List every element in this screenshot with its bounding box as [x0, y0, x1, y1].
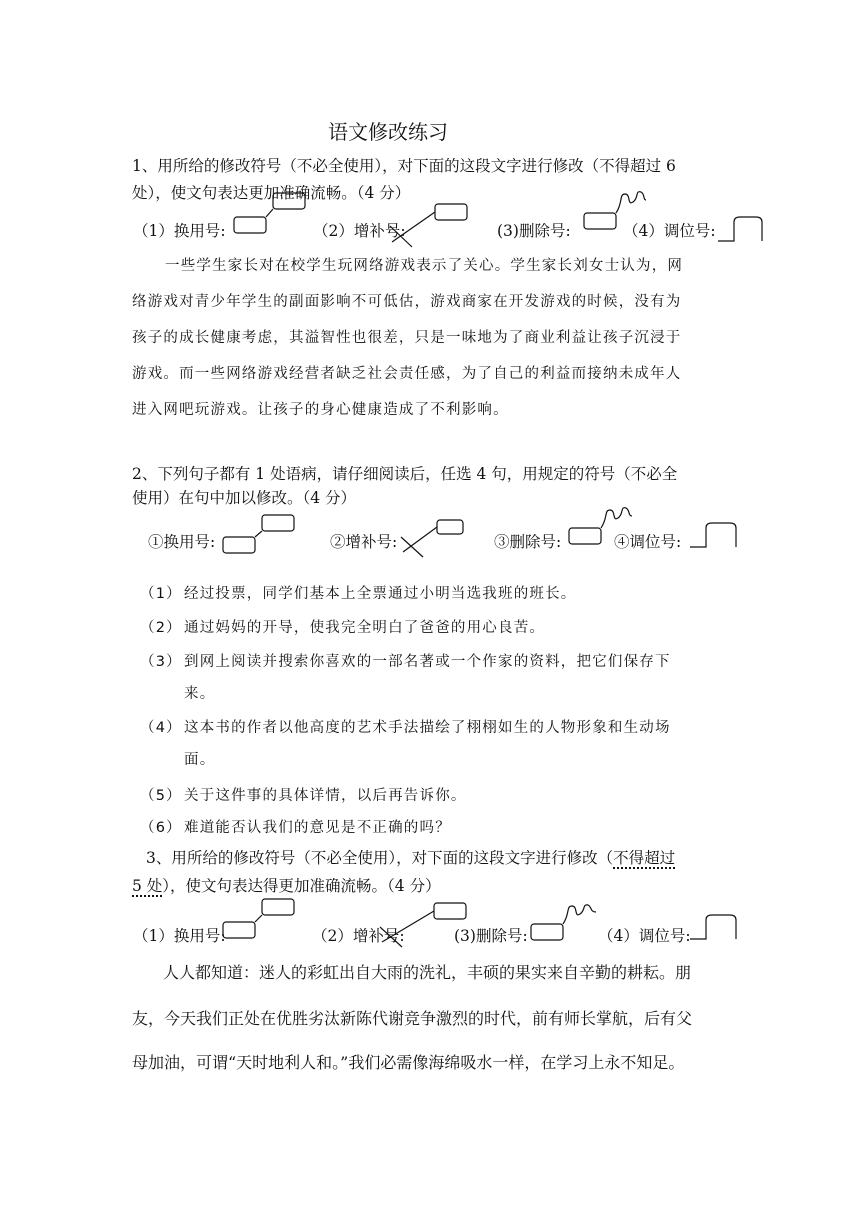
q2-item-text-cont: 来。 [184, 686, 216, 702]
q2-item-number: （2） [140, 620, 182, 636]
q3-passage-line: 母加油，可谓“天时地利人和。”我们必需像海绵吸水一样，在学习上永不知足。 [132, 1053, 685, 1072]
q1-prompt-line2: 处），使文句表达更加准确流畅。（4 分） [132, 184, 411, 202]
replace-mark-icon [222, 898, 302, 946]
q2-prompt-line1: 2、下列句子都有 1 处语病，请仔细阅读后，任选 4 句，用规定的符号（不必全 [132, 465, 678, 483]
q1-passage-line: 一些学生家长对在校学生玩网络游戏表示了关心。学生家长刘女士认为，网 [165, 258, 684, 274]
q2-item-number: （4） [140, 720, 182, 736]
q2-symbol-insert-label: ②增补号: [330, 533, 398, 551]
page-title: 语文修改练习 [328, 120, 448, 144]
q3-passage-line: 人人都知道：迷人的彩虹出自大雨的洗礼，丰硕的果实来自辛勤的耕耘。朋 [163, 963, 692, 982]
q2-prompt-line2: 使用）在句中加以修改。（4 分） [132, 489, 357, 507]
q3-prompt-line1 [146, 846, 675, 868]
insert-mark-icon [390, 202, 470, 252]
q1-symbol-insert-label: （2）增补号: [313, 222, 406, 240]
q2-symbol-transpose-label: ④调位号: [614, 533, 682, 551]
delete-mark-icon [530, 904, 602, 948]
q2-item-number: （3） [140, 654, 182, 670]
q3-symbol-insert-label: （2）增补号: [312, 927, 405, 945]
q1-passage-line: 孩子的成长健康考虑，其溢智性也很差，只是一味地为了商业利益让孩子沉浸于 [132, 330, 682, 346]
q1-symbol-delete-label: (3)删除号: [497, 222, 571, 240]
q3-prompt-line2-text: ），使文句表达得更加准确流畅。（4 分） [162, 877, 441, 895]
q1-passage-line: 游戏。而一些网络游戏经营者缺乏社会责任感，为了自己的利益而接纳未成年人 [132, 366, 682, 382]
q3-symbol-transpose-label: （4）调位号: [598, 927, 691, 945]
transpose-mark-icon [688, 914, 742, 942]
transpose-mark-icon [716, 216, 768, 244]
q1-symbol-replace-label: （1）换用号: [133, 222, 226, 240]
replace-mark-icon [233, 192, 313, 242]
q1-passage-line: 络游戏对青少年学生的副面影响不可低估，游戏商家在开发游戏的时候，没有为 [132, 294, 682, 310]
q3-prompt-emphasis: 5 处 [132, 877, 163, 895]
q2-item-number: （1） [140, 586, 182, 602]
q2-symbol-delete-label: ③删除号: [494, 533, 562, 551]
q2-item-text: 到网上阅读并搜索你喜欢的一部名著或一个作家的资料，把它们保存下 [184, 654, 671, 670]
q3-prompt-line2 [132, 874, 441, 896]
q1-passage-line: 进入网吧玩游戏。让孩子的身心健康造成了不利影响。 [132, 402, 509, 418]
q1-prompt-line1: 1、用所给的修改符号（不必全使用），对下面的这段文字进行修改（不得超过 6 [132, 157, 676, 175]
q3-passage-line: 友，今天我们正处在优胜劣汰新陈代谢竞争激烈的时代，前有师长掌航，后有父 [132, 1009, 693, 1028]
q2-symbol-replace-label: ①换用号: [148, 533, 216, 551]
q2-item-text-cont: 面。 [184, 752, 216, 768]
q3-symbol-replace-label: （1）换用号: [133, 927, 226, 945]
insert-mark-icon [401, 519, 471, 559]
q2-item-number: （5） [140, 788, 182, 804]
q2-item-number: （6） [140, 820, 182, 836]
q3-symbol-delete-label: (3)删除号: [454, 927, 528, 945]
q1-symbol-transpose-label: （4）调位号: [623, 222, 716, 240]
q3-prompt-line1-text: 3、用所给的修改符号（不必全使用），对下面的这段文字进行修改（ [146, 849, 614, 867]
transpose-mark-icon [688, 522, 742, 550]
q3-prompt-emphasis: 不得超过 [613, 849, 676, 867]
q2-item-text: 难道能否认我们的意见是不正确的吗？ [184, 820, 451, 836]
q2-item-text: 关于这件事的具体详情，以后再告诉你。 [184, 788, 467, 804]
q2-item-text: 经过投票，同学们基本上全票通过小明当选我班的班长。 [184, 586, 577, 602]
q2-item-text: 通过妈妈的开导，使我完全明白了爸爸的用心良苦。 [184, 620, 546, 636]
replace-mark-icon [222, 514, 302, 558]
q2-item-text: 这本书的作者以他高度的艺术手法描绘了栩栩如生的人物形象和生动场 [184, 720, 671, 736]
